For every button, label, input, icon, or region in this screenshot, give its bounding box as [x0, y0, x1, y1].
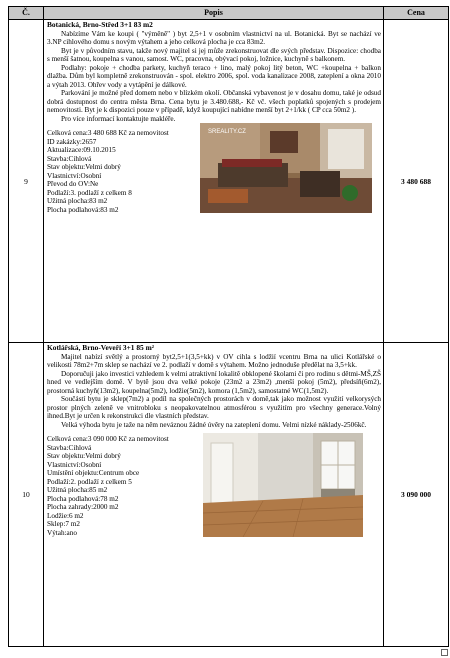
page-corner-marker	[441, 649, 448, 656]
spec-list	[47, 129, 381, 214]
listing-page	[8, 6, 448, 650]
spec-item: Stav objektu:Velmi dobrý	[47, 163, 121, 171]
spec-item: Vlastnictví:Osobní	[47, 460, 102, 469]
apartment-photo	[203, 433, 363, 537]
spec-item: Podlaží:3. podlaží z celkem 8	[47, 188, 132, 197]
row-description	[44, 343, 384, 647]
spec-list	[47, 435, 381, 537]
spec-item: Vlastnictví:Osobní	[47, 171, 102, 180]
apartment-photo	[200, 123, 372, 213]
spec-item: Stav objektu:Velmi dobrý	[47, 452, 121, 460]
row-price: 3 480 688	[384, 20, 449, 343]
header-number: Č.	[9, 7, 44, 20]
listing-paragraph: Majitel nabízí světlý a prostorný byt2,5+1(3,5+kk) v OV cihla s lodžií vcentru Brna na ulici Kotlářské o velikosti 78m2+7m sklep se nachází ve 2. podlaží v domě s výtahem. Možno jednoduše předělat na 3,5+kk.	[47, 352, 381, 369]
photo-watermark: SREALITY.CZ	[208, 129, 246, 135]
spec-item: Podlaží:2. podlaží z celkem 5	[47, 477, 132, 486]
contact-note: Pro více informací kontaktujte makléře.	[61, 114, 176, 123]
listings-table	[8, 6, 449, 647]
spec-item: Celková cena:3 090 000 Kč za nemovitost	[47, 435, 169, 443]
spec-item: Celková cena:3 480 688 Kč za nemovitost	[47, 129, 169, 137]
listing-paragraph: Velká výhoda bytu je taže na něm neváznou žádné úvěry na zateplení domu. Velmi nízké náklady-2506kč.	[61, 420, 367, 429]
row-number: 10	[9, 343, 44, 647]
listing-paragraph: Podlahy: pokoje + chodba parkety, kuchyň teraco + lino, malý pokoj litý beton, WC +koupelna + balkon dlažba. Dům byl kompletně zrekonstruován - spol. elektro 2006, spol. voda kanalizace 2008, zateplení a okna 2010 a výtah 2013. Ohřev vody a vytápění je dálkové.	[47, 63, 381, 89]
row-number: 9	[9, 20, 44, 343]
row-description	[44, 20, 384, 343]
spec-item: Stavba:Cihlová	[47, 443, 92, 452]
listing-title: Kotlářská, Brno-Veveří 3+1 85 m²	[47, 343, 154, 352]
listing-paragraph: Nabízíme Vám ke koupi ( "výměně" ) byt 2,5+1 v osobním vlastnictví na ul. Botanická. Byt se nachází ve 3.NP cihlového domu s novým výtahem a jeho celková plocha je cca 83m2.	[47, 29, 381, 46]
table-row	[9, 343, 449, 647]
spec-item: Plocha zahrady:2000 m2	[47, 503, 119, 511]
table-row	[9, 20, 449, 343]
spec-item: Převod do OV:Ne	[47, 180, 99, 188]
listing-paragraph: Parkování je možné před domem nebo v blízkém okolí. Občanská vybavenost je v dosahu domu, také je odsud dobrá dostupnost do centra města Brna. Cena bytu je 3.480.688,- Kč vč. všech poplatků spojených s prodejem nemovitosti. Byt je k dispozici pouze v případě, když koupující nabídne menší byt 2+1/kk ( CP cca 50m2 ).	[47, 89, 381, 114]
spec-item: Sklep:7 m2	[47, 520, 80, 528]
listing-paragraph: Doporučuji jako investici vzhledem k velmi atraktivní lokalitě obklopené školami či pro rodinu s dětmi-MŠ,ZŠ hned ve vedlejším domě. V bytě jsou dva velké pokoje (23m2 a 23m2) ,menší pokoj (5m2), předsíň(6m2), prostorná kuchyň(13m2), koupelna(5m2), lodžie(5m2), komora (1,5m2), samostatné WC(1,5m2).	[47, 369, 381, 395]
table-header-row	[9, 7, 449, 20]
header-description: Popis	[44, 7, 384, 20]
spec-item: Stavba:Cihlová	[47, 154, 92, 163]
spec-item: Plocha podlahová:78 m2	[47, 494, 119, 503]
listing-title: Botanická, Brno-Střed 3+1 83 m2	[47, 20, 153, 29]
spec-item: Výtah:ano	[47, 528, 77, 537]
spec-item: Užitná plocha:85 m2	[47, 486, 108, 494]
listing-paragraph: Součástí bytu je sklep(7m2) a podíl na společných prostorách v domě,tak jako možnost využití velkorysých prostor plných zeleně ve vnitrobloku s neopakovatelnou atmosférou s využitím pro všechny generace.Volný ihned.Byt je určen k rekonstrukci dle vlastních představ.	[47, 395, 381, 420]
header-price: Cena	[384, 7, 449, 20]
spec-item: ID zakázky:2657	[47, 137, 97, 146]
spec-item: Umístění objektu:Centrum obce	[47, 469, 140, 477]
row-price: 3 090 000	[384, 343, 449, 647]
spec-item: Aktualizace:09.10.2015	[47, 146, 116, 154]
spec-item: Užitná plocha:83 m2	[47, 197, 108, 205]
listing-paragraph: Byt je v původním stavu, takže nový majitel si jej může zrekonstruovat dle svých představ. Dispozice: chodba s menší šatnou, koupelna s vanou, samost. WC, pracovna, obývací pokoj, ložnice, kuchyně s balkonem.	[47, 46, 381, 63]
spec-item: Plocha podlahová:83 m2	[47, 205, 119, 214]
spec-item: Lodžie:6 m2	[47, 511, 84, 520]
